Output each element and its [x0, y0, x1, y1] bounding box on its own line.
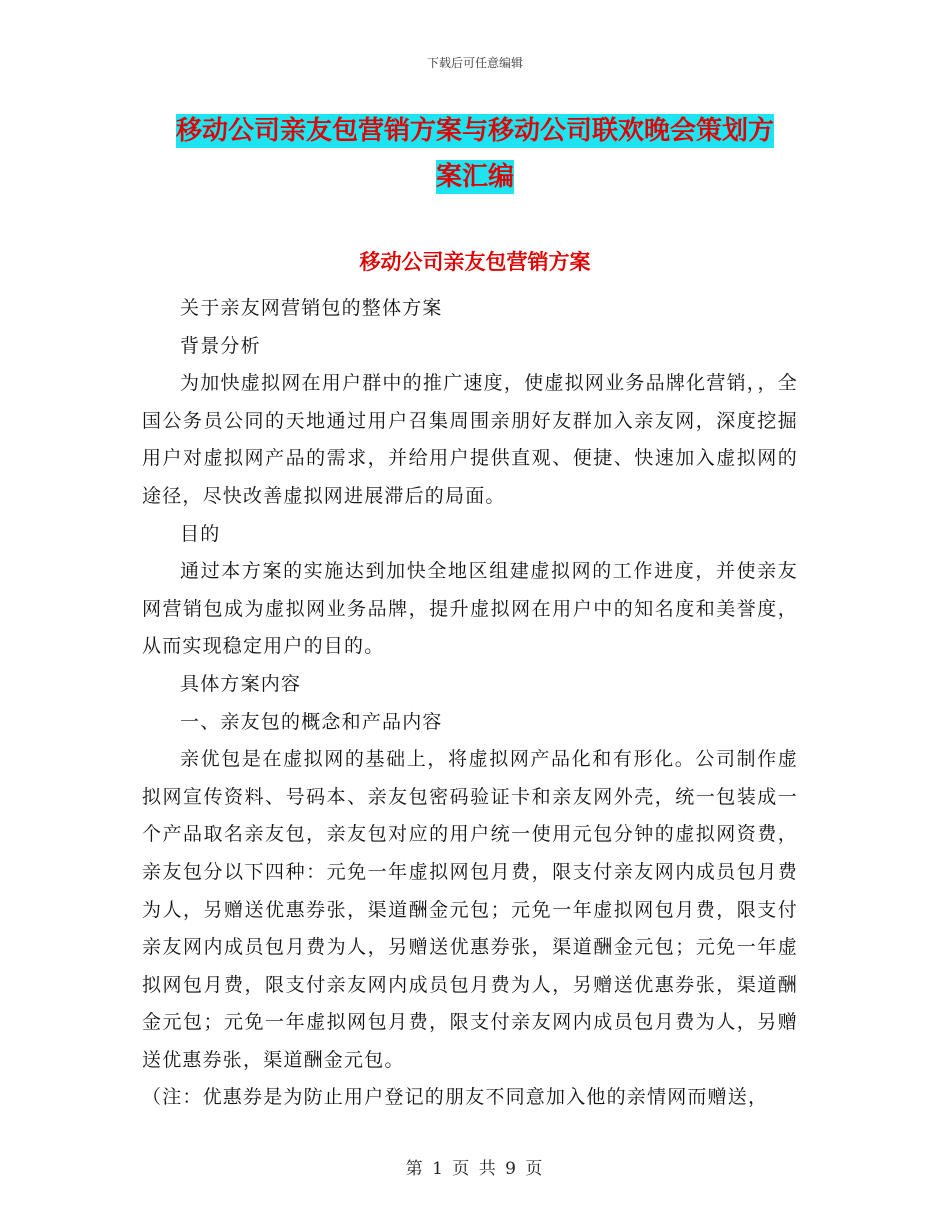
paragraph-purpose: 通过本方案的实施达到加快全地区组建虚拟网的工作进度，并使亲友网营销包成为虚拟网业务品牌，提升虚拟网在用户中的知名度和美誉度，从而实现稳定用户的目的。 — [142, 560, 798, 658]
paragraph-plan-heading: 具体方案内容 — [180, 672, 302, 695]
section-title: 移动公司亲友包营销方案 — [359, 250, 591, 274]
paragraph-product-content: 亲优包是在虚拟网的基础上，将虚拟网产品化和有形化。公司制作虚拟网宣传资料、号码本、亲友包密码验证卡和亲友网外壳，统一包装成一个产品取名亲友包，亲友包对应的用户统一使用元包分钟的虚拟网资费，亲友包分以下四种：元免一年虚拟网包月费，限支付亲友网内成员包月费为人，另赠送优惠券张，渠道酬金元包；元免一年虚拟网包月费，限支付亲友网内成员包月费为人，另赠送优惠券张，渠道酬金元包；元免一年虚拟网包月费，限支付亲友网内成员包月费为人，另赠送优惠券张，渠道酬金元包；元免一年虚拟网包月费，限支付亲友网内成员包月费为人，另赠送优惠券张，渠道酬金元包。 — [142, 748, 798, 1071]
title-line-2: 案汇编 — [435, 162, 514, 192]
paragraph-background: 为加快虚拟网在用户群中的推广速度，使虚拟网业务品牌化营销，，全国公务员公同的天地通过用户召集周围亲朋好友群加入亲友网，深度挖掘用户对虚拟网产品的需求，并给用户提供直观、便捷、快速加入虚拟网的途径，尽快改善虚拟网进展滞后的局面。 — [142, 372, 798, 507]
page-footer: 第 1 页 共 9 页 — [405, 1159, 545, 1179]
paragraph-background-heading: 背景分析 — [180, 334, 261, 357]
paragraph-purpose-heading: 目的 — [180, 522, 221, 545]
paragraph-section-one-heading: 一、亲友包的概念和产品内容 — [180, 710, 443, 733]
title-line-1: 移动公司亲友包营销方案与移动公司联欢晚会策划方 — [175, 116, 774, 146]
header-note: 下载后可任意编辑 — [426, 56, 523, 70]
document-title — [140, 108, 810, 200]
paragraph-intro-heading: 关于亲友网营销包的整体方案 — [180, 297, 443, 319]
paragraph-note: （注：优惠券是为防止用户登记的朋友不同意加入他的亲情网而赠送， — [142, 1086, 769, 1109]
body-text — [142, 290, 798, 1117]
